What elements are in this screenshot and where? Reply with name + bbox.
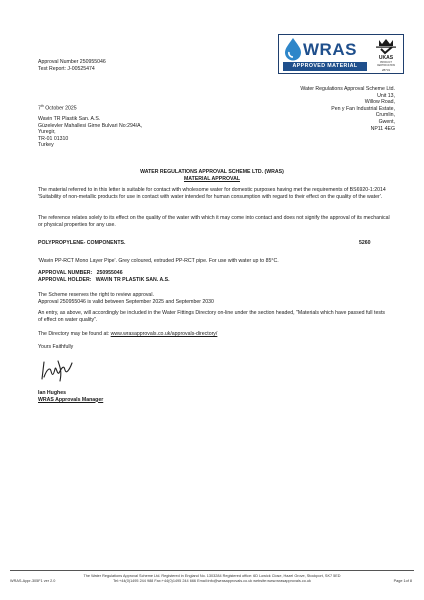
footer-page-number: Page 1of 8	[393, 579, 412, 583]
product-description: 'Wavin PP-RCT Mono Layer Pipe'. Grey coloured, extruded PP-RCT pipe. For use with water up to 85°C.	[38, 258, 279, 264]
scheme-address-line: Crumlin,	[375, 112, 395, 119]
signatory-name: Ian Hughes	[38, 390, 66, 396]
test-report-text: Test Report: J-00525474	[38, 65, 95, 72]
signatory	[38, 390, 103, 403]
directory-prefix: The Directory may be found at:	[38, 331, 111, 337]
approval-number-label: APPROVAL NUMBER:	[38, 270, 93, 276]
directory-entry-paragraph: An entry, as above, will accordingly be included in the Water Fittings Directory on-line under the section headed, "Materials which have passed full tests of effect on water quality".	[38, 310, 385, 323]
recipient-address-line: TR-01 01310	[38, 135, 69, 142]
footer-company-info	[30, 574, 394, 584]
footer-form-ref: WRAS-Appr-305F1 ver 2.0	[10, 579, 56, 583]
date-suffix: th	[40, 104, 44, 108]
signature-image	[38, 357, 78, 383]
crown-tick-icon	[371, 37, 401, 55]
ukas-number: 28731	[381, 68, 391, 72]
review-statement: The Scheme reserves the right to review approval.	[38, 292, 154, 298]
reference-paragraph: The reference relates solely to its effect on the quality of the water with which it may come into contact and does not signify the approval of its mechanical or physical properties for any use.	[38, 215, 390, 228]
category-code: 5260	[359, 240, 371, 246]
ukas-subtitle: PRODUCT CERTIFICATION	[376, 61, 396, 67]
recipient-address-line: Wavin TR Plastik San. A.S.	[38, 116, 101, 122]
date-day: 7	[38, 105, 41, 112]
approval-reference	[38, 59, 106, 72]
approval-details	[38, 270, 170, 283]
approval-number-value: 250955046	[96, 270, 123, 276]
footer-contact: Tel:+44(0)1495 244 988 Fax:+44(0)1495 244 666 Email:info@wrasapprovals.co.uk website:www.wrasapprovals.co.uk	[113, 578, 311, 583]
approval-number-row	[38, 270, 170, 277]
approval-number-text: Approval Number 250955046	[38, 59, 106, 65]
closing-text: Yours Faithfully	[38, 344, 74, 350]
scheme-address-line: Gwent,	[378, 118, 395, 125]
scheme-address-line: Water Regulations Approval Scheme Ltd.	[300, 86, 395, 92]
approval-holder-row	[38, 277, 170, 284]
directory-link[interactable]: www.wrasapprovals.co.uk/approvals-directory/	[110, 331, 218, 337]
recipient-address-line: Yuregir,	[38, 129, 56, 136]
wras-logo-text: WRAS	[303, 40, 357, 59]
date-rest: October 2025	[43, 105, 77, 112]
scheme-address-line: NP11 4EG	[370, 125, 395, 132]
approved-material-banner: APPROVED MATERIAL	[283, 62, 367, 71]
footer-divider	[10, 570, 414, 571]
recipient-address-line: Güzelevler Mahallesi Girne Bulvari No:294/A,	[38, 122, 143, 129]
scheme-address-line: Pen y Fan Industrial Estate,	[331, 105, 395, 112]
scheme-address-line: Willow Road,	[364, 99, 395, 106]
approval-holder-label: APPROVAL HOLDER:	[38, 276, 92, 283]
approval-holder-value: WAVIN TR PLASTIK SAN. A.S.	[95, 276, 170, 283]
wras-ukas-logo	[278, 34, 404, 74]
title-line-2: MATERIAL APPROVAL	[183, 175, 240, 182]
ukas-logo-text: UKAS	[378, 55, 394, 61]
wras-logo	[281, 37, 367, 71]
directory-location	[38, 331, 390, 338]
letter-date	[38, 103, 77, 112]
recipient-address-line: Turkey	[38, 142, 54, 149]
category-label: POLYPROPYLENE- COMPONENTS.	[38, 240, 126, 246]
water-drop-icon	[282, 37, 304, 61]
scheme-address	[235, 86, 395, 132]
validity-text	[38, 292, 390, 305]
document-title	[38, 169, 386, 182]
signatory-position: WRAS Approvals Manager	[38, 396, 104, 403]
ukas-logo	[371, 37, 401, 71]
scheme-address-line: Unit 13,	[377, 92, 395, 99]
title-line-1: WATER REGULATIONS APPROVAL SCHEME LTD. (WRAS)	[140, 169, 284, 175]
recipient-address	[38, 116, 142, 149]
suitability-paragraph: The material referred to in this letter is suitable for contact with wholesome water for domestic purposes having met the requirements of BS6920-1:2014 'Suitability of non-metallic products for use in contact with water intended for human consumption with regard to their effect on the quality of the water'.	[38, 187, 386, 200]
validity-period: Approval 250955046 is valid between September 2025 and September 2030	[38, 298, 214, 305]
footer-registration: The Water Regulations Approval Scheme Ltd. Registered in England No. 1303284 Registered office: 6D Lowick Close, Hazel Grove, Stockport, SK7 5ED	[83, 574, 341, 578]
